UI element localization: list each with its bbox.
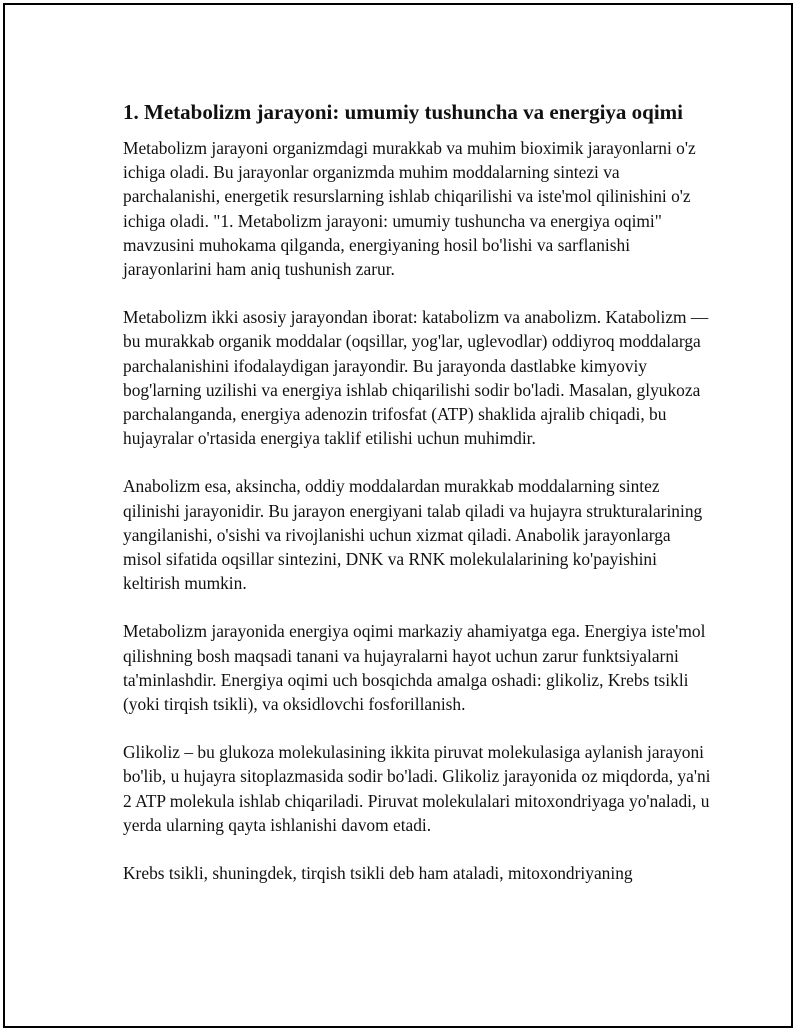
paragraph-intro: Metabolizm jarayoni organizmdagi murakkab va muhim bioximik jarayonlarni o'z ichiga oladi. Bu jarayonlar organizmda muhim moddalarning sintezi va parchalanishi, energetik resurslarning ishlab chiqarilishi va iste'mol qilinishini o'z ichiga oladi. "1. Metabolizm jarayoni: umumiy tushuncha va energiya oqimi" mavzusini muhokama qilganda, energiyaning hosil bo'lishi va sarflanishi jarayonlarini ham aniq tushunish zarur. [123,138,696,280]
page-title: 1. Metabolizm jarayoni: umumiy tushuncha va energiya oqimi [123,100,683,124]
paragraph-anabolizm: Anabolizm esa, aksincha, oddiy moddalardan murakkab moddalarning sintez qilinishi jarayonidir. Bu jarayon energiyani talab qiladi va hujayra strukturalarining yangilanishi, o'sishi va rivojlanishi uchun xizmat qiladi. Anabolik jarayonlarga misol sifatida oqsillar sintezini, DNK va RNK molekulalarining ko'payishini keltirish mumkin. [123,476,703,594]
paragraph-katabolizm: Metabolizm ikki asosiy jarayondan iborat: katabolizm va anabolizm. Katabolizm — bu murakkab organik moddalar (oqsillar, yog'lar, uglevodlar) oddiyroq moddalarga parchalanishini ifodalaydigan jarayondir. Bu jarayonda dastlabke kimyoviy bog'larning uzilishi va energiya ishlab chiqarilishi sodir bo'ladi. Masalan, glyukoza parchalanganda, energiya adenozin trifosfat (ATP) shaklida ajralib chiqadi, bu hujayralar o'rtasida energiya taklif etilishi uchun muhimdir. [123,307,709,449]
paragraph-glikoliz: Glikoliz – bu glukoza molekulasining ikkita piruvat molekulasiga aylanish jarayoni bo'lib, u hujayra sitoplazmasida sodir bo'ladi. Glikoliz jarayonida oz miqdorda, ya'ni 2 ATP molekula ishlab chiqariladi. Piruvat molekulalari mitoxondriyaga yo'naladi, u yerda ularning qayta ishlanishi davom etadi. [123,742,711,835]
paragraph-energy-flow: Metabolizm jarayonida energiya oqimi markaziy ahamiyatga ega. Energiya iste'mol qilishning bosh maqsadi tanani va hujayralarni hayot uchun zarur funktsiyalarni ta'minlashdir. Energiya oqimi uch bosqichda amalga oshadi: glikoliz, Krebs tsikli (yoki tirqish tsikli), va oksidlovchi fosforillanish. [123,621,706,715]
document-body [123,98,713,885]
paragraph-krebs: Krebs tsikli, shuningdek, tirqish tsikli deb ham ataladi, mitoxondriyaning [123,863,633,884]
page-frame [3,3,793,1028]
